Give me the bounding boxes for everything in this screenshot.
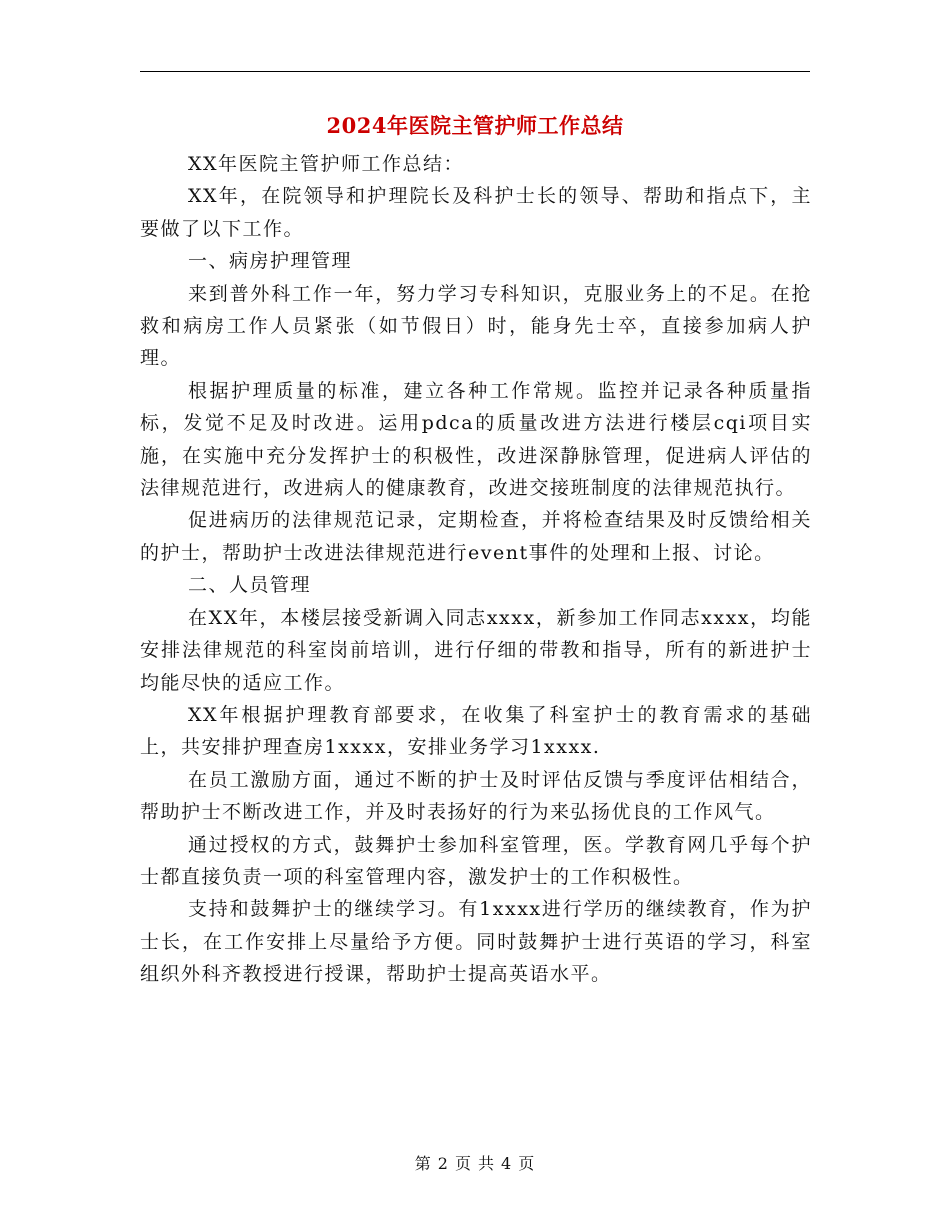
total-page-number: 4 xyxy=(501,1154,513,1173)
document-title: 2024年医院主管护师工作总结 xyxy=(326,113,624,138)
section-heading: 二、人员管理 xyxy=(188,574,312,597)
body-paragraph: 促进病历的法律规范记录，定期检查，并将检查结果及时反馈给相关的护士，帮助护士改进法律规范进行event事件的处理和上报、讨论。 xyxy=(140,509,812,564)
body-paragraph: XX年医院主管护师工作总结： xyxy=(188,153,465,175)
body-paragraph: 通过授权的方式，鼓舞护士参加科室管理，医。学教育网几乎每个护士都直接负责一项的科室管理内容，激发护士的工作积极性。 xyxy=(140,833,812,888)
body-paragraph: 支持和鼓舞护士的继续学习。有1xxxx进行学历的继续教育，作为护士长，在工作安排上尽量给予方便。同时鼓舞护士进行英语的学习，科室组织外科齐教授进行授课，帮助护士提高英语水平。 xyxy=(140,898,812,986)
page-number-footer xyxy=(0,1152,950,1176)
body-paragraph: 在员工激励方面，通过不断的护士及时评估反馈与季度评估相结合，帮助护士不断改进工作，并及时表扬好的行为来弘扬优良的工作风气。 xyxy=(140,768,812,824)
footer-prefix: 第 xyxy=(414,1154,432,1173)
footer-total-word: 共 xyxy=(478,1154,496,1173)
body-paragraph: 在XX年，本楼层接受新调入同志xxxx，新参加工作同志xxxx，均能安排法律规范的科室岗前培训，进行仔细的带教和指导，所有的新进护士均能尽快的适应工作。 xyxy=(140,606,812,694)
section-heading: 一、病房护理管理 xyxy=(188,250,353,273)
document-body xyxy=(140,148,812,991)
body-paragraph: XX年，在院领导和护理院长及科护士长的领导、帮助和指点下，主要做了以下工作。 xyxy=(140,185,812,240)
body-paragraph: XX年根据护理教育部要求，在收集了科室护士的教育需求的基础上，共安排护理查房1xxxx，安排业务学习1xxxx. xyxy=(140,703,812,759)
current-page-number: 2 xyxy=(437,1154,449,1173)
body-paragraph: 根据护理质量的标准，建立各种工作常规。监控并记录各种质量指标，发觉不足及时改进。运用pdca的质量改进方法进行楼层cqi项目实施，在实施中充分发挥护士的积极性，改进深静脉管理，促进病人评估的法律规范进行，改进病人的健康教育，改进交接班制度的法律规范执行。 xyxy=(140,379,812,500)
footer-page-word: 页 xyxy=(454,1154,472,1173)
body-paragraph: 来到普外科工作一年，努力学习专科知识，克服业务上的不足。在抢救和病房工作人员紧张（如节假日）时，能身先士卒，直接参加病人护理。 xyxy=(140,282,812,370)
header-rule xyxy=(140,71,810,72)
footer-suffix: 页 xyxy=(518,1154,536,1173)
